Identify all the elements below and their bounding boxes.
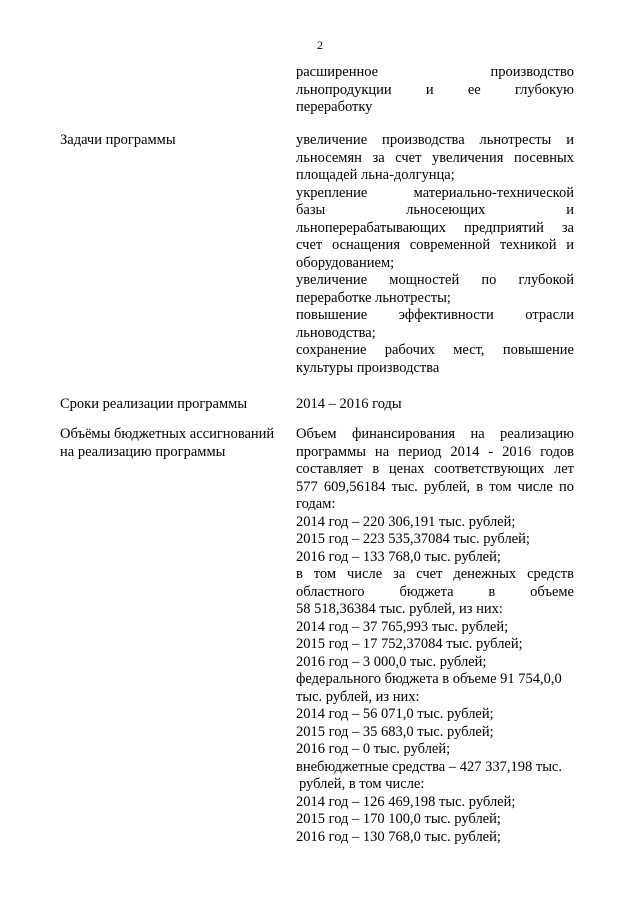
tasks-line: укрепление материально-технической <box>296 184 574 201</box>
budget-line: в том числе за счет денежных средств <box>296 566 574 582</box>
goal-line: переработку <box>296 99 373 115</box>
tasks-label: Задачи программы <box>60 132 176 148</box>
budget-label <box>60 426 280 461</box>
tasks-line: увеличение мощностей по глубокой <box>296 272 574 288</box>
tasks-line: сохранение рабочих мест, повышение <box>296 342 574 358</box>
goal-continuation <box>296 64 574 117</box>
budget-line: 2014 год – 56 071,0 тыс. рублей; <box>296 706 494 722</box>
terms-label: Сроки реализации программы <box>60 396 248 412</box>
goal-line: расширенное производство <box>296 64 574 80</box>
page-number: 2 <box>317 38 323 52</box>
budget-line: 2016 год – 3 000,0 тыс. рублей; <box>296 653 487 670</box>
budget-line: 2016 год – 133 768,0 тыс. рублей; <box>296 548 501 565</box>
budget-line: 2014 год – 37 765,993 тыс. рублей; <box>296 618 509 635</box>
budget-line: 2015 год – 35 683,0 тыс. рублей; <box>296 723 494 740</box>
budget-line: тыс. рублей, из них: <box>296 688 420 705</box>
tasks-line: льносемян за счет увеличения посевных <box>296 149 574 166</box>
budget-line: Объем финансирования на реализацию <box>296 426 574 442</box>
budget-line: составляет в ценах соответствующих лет <box>296 461 574 477</box>
tasks-line: счет оснащения современной техникой и <box>296 237 574 253</box>
budget-line: внебюджетные средства – 427 337,198 тыс. <box>296 758 562 775</box>
budget-line: 2016 год – 130 768,0 тыс. рублей; <box>296 828 501 845</box>
budget-line: 2014 год – 126 469,198 тыс. рублей; <box>296 793 516 810</box>
tasks-line: культуры производства <box>296 359 440 376</box>
tasks-line: переработке льнотресты; <box>296 289 451 306</box>
budget-line: 58 518,36384 тыс. рублей, из них: <box>296 601 503 617</box>
budget-line: годам: <box>296 496 336 512</box>
tasks-content <box>296 132 574 377</box>
budget-line: 2016 год – 0 тыс. рублей; <box>296 741 451 757</box>
tasks-line: площадей льна-долгунца; <box>296 167 455 183</box>
tasks-line: льноводства; <box>296 324 376 341</box>
budget-line: 2014 год – 220 306,191 тыс. рублей; <box>296 513 516 530</box>
budget-line: рублей, в том числе: <box>299 776 425 792</box>
tasks-line: оборудованием; <box>296 254 395 271</box>
budget-line: программы на период 2014 - 2016 годов <box>296 443 574 460</box>
tasks-line: базы льносеющих и <box>296 202 574 218</box>
budget-line: 2015 год – 223 535,37084 тыс. рублей; <box>296 531 530 547</box>
budget-line: областного бюджета в объеме <box>296 583 574 600</box>
budget-line: федерального бюджета в объеме 91 754,0,0 <box>296 671 562 687</box>
budget-line: 577 609,56184 тыс. рублей, в том числе по <box>296 478 574 495</box>
budget-label-line: Объёмы бюджетных ассигнований <box>60 426 275 442</box>
budget-content <box>296 426 574 846</box>
terms-value: 2014 – 2016 годы <box>296 396 402 412</box>
tasks-line: льноперерабатывающих предприятий за <box>296 219 574 236</box>
budget-label-line: на реализацию программы <box>60 443 226 460</box>
budget-line: 2015 год – 17 752,37084 тыс. рублей; <box>296 636 523 652</box>
budget-line: 2015 год – 170 100,0 тыс. рублей; <box>296 811 501 827</box>
tasks-line: повышение эффективности отрасли <box>296 307 574 323</box>
tasks-line: увеличение производства льнотресты и <box>296 132 574 148</box>
goal-line: льнопродукции и ее глубокую <box>296 81 574 98</box>
